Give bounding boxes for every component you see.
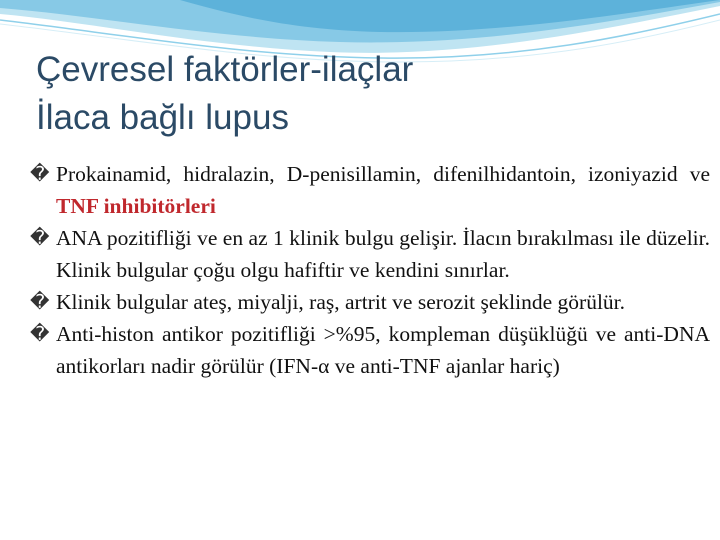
bullet-text: Prokainamid, hidralazin, D-penisillamin, difenilhidantoin, izoniyazid ve (56, 162, 710, 186)
bullet-text: ANA pozitifliği ve en az 1 klinik bulgu gelişir. İlacın bırakılması ile düzelir. Klinik bulgular çoğu olgu hafiftir ve kendini sınırlar. (56, 226, 710, 282)
title-line-1: Çevresel faktörler-ilaçlar (36, 50, 414, 89)
bullet-text: Klinik bulgular ateş, miyalji, raş, artrit ve serozit şeklinde görülür. (56, 290, 626, 314)
bullet-glyph-icon: � (30, 163, 50, 185)
bullet-text: Anti-histon antikor pozitifliği >%95, kompleman düşüklüğü ve anti-DNA antikorları nadir görülür (IFN-α ve anti-TNF ajanlar hariç) (56, 322, 710, 378)
bullet-list (30, 158, 710, 382)
bullet-item-2 (30, 222, 710, 286)
bullet-glyph-icon: � (30, 323, 50, 345)
title-line-2: İlaca bağlı lupus (36, 98, 289, 137)
bullet-item-3 (30, 286, 710, 318)
bullet-glyph-icon: � (30, 291, 50, 313)
slide-title (36, 46, 696, 142)
bullet-item-4 (30, 318, 710, 382)
bullet-glyph-icon: � (30, 227, 50, 249)
highlight-text: TNF inhibitörleri (56, 194, 216, 218)
bullet-item-1 (30, 158, 710, 222)
